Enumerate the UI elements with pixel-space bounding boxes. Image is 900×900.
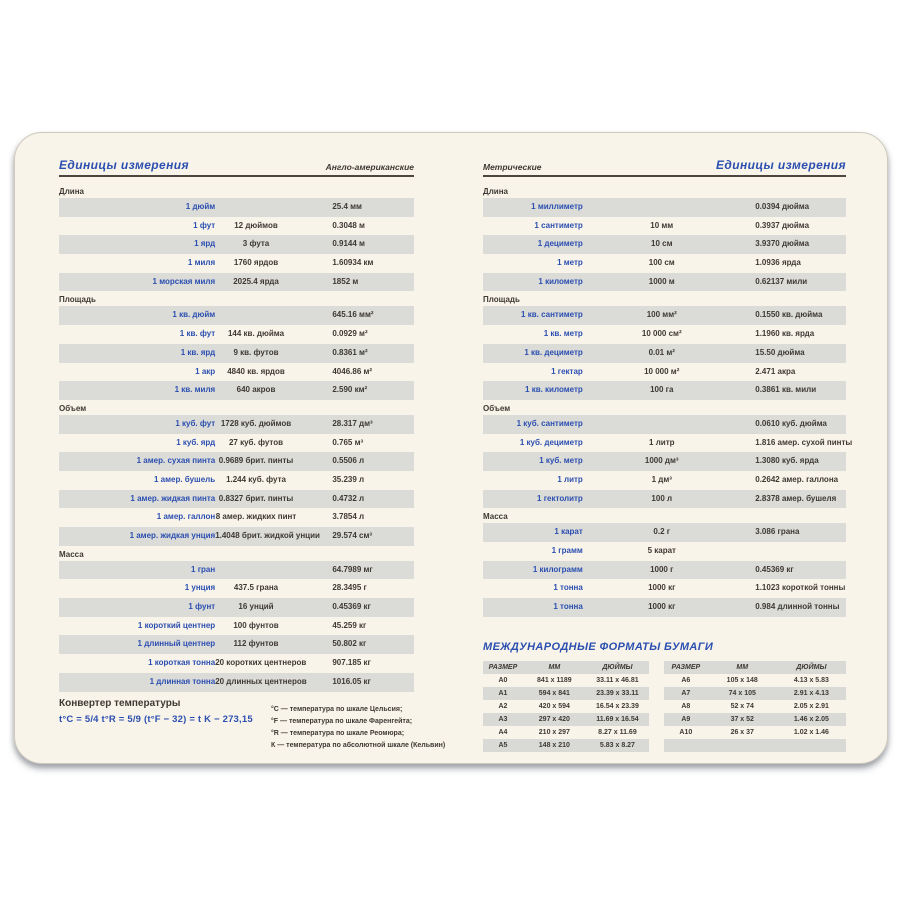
table-cell: 5 карат bbox=[647, 546, 676, 555]
paper-table-cell: 33.11 x 46.81 bbox=[596, 676, 639, 684]
table-cell: 0.1550 кв. дюйма bbox=[755, 310, 823, 320]
table-cell: 1000 г bbox=[650, 564, 674, 574]
section-mass-metric bbox=[483, 508, 846, 616]
table-row bbox=[59, 471, 414, 490]
paper-table-cell: 5.83 x 8.27 bbox=[599, 741, 635, 749]
legend-line: °C — температура по шкале Цельсия; bbox=[271, 705, 403, 713]
table-cell: 1.3080 куб. ярда bbox=[755, 456, 819, 466]
table-cell: 20 коротких центнеров bbox=[215, 658, 307, 668]
paper-table-cell: А7 bbox=[681, 689, 691, 697]
table-cell: 0.2642 амер. галлона bbox=[755, 474, 839, 484]
table-cell: 100 см bbox=[648, 258, 675, 268]
table-cell: 64.7989 мг bbox=[332, 564, 373, 574]
paper-table-cell: 11.69 x 16.54 bbox=[596, 715, 639, 723]
paper-table-cell: А8 bbox=[681, 702, 691, 710]
table-row bbox=[483, 363, 846, 382]
table-cell: 0.8327 брит. пинты bbox=[218, 493, 294, 503]
left-page-title: Единицы измерения bbox=[59, 158, 189, 172]
table-cell: 1 кв. дециметр bbox=[524, 347, 583, 357]
right-page-subtitle: Метрические bbox=[483, 162, 542, 172]
table-cell: 2.590 км² bbox=[332, 385, 368, 395]
paper-table-row bbox=[664, 726, 846, 739]
table-cell: 4840 кв. ярдов bbox=[227, 366, 285, 376]
table-cell: 10 000 м² bbox=[644, 366, 680, 376]
paper-table-row bbox=[664, 687, 846, 700]
table-cell: 28.317 дм³ bbox=[332, 418, 373, 428]
legend-line: °F — температура по шкале Фаренгейта; bbox=[271, 717, 413, 725]
table-cell: 1 ярд bbox=[194, 239, 216, 249]
table-row bbox=[59, 415, 414, 434]
paper-table-cell: 8.27 x 11.69 bbox=[598, 728, 637, 736]
conversion-table bbox=[483, 415, 853, 508]
paper-table-cell: 841 x 1189 bbox=[537, 676, 572, 684]
table-cell: 640 акров bbox=[236, 385, 276, 395]
table-row bbox=[483, 415, 846, 434]
table-cell: 1 тонна bbox=[553, 583, 583, 593]
table-row bbox=[483, 490, 846, 509]
table-cell: 0.8361 м² bbox=[332, 347, 368, 357]
paper-table-cell: 26 x 37 bbox=[730, 728, 754, 736]
table-row bbox=[59, 325, 414, 344]
table-row bbox=[59, 673, 414, 692]
table-cell: 1 амер. сухая пинта bbox=[136, 456, 216, 466]
table-cell: 15.50 дюйма bbox=[755, 347, 805, 357]
table-row bbox=[483, 217, 846, 236]
table-cell: 25.4 мм bbox=[332, 202, 362, 211]
table-cell: 0.45369 кг bbox=[332, 602, 371, 612]
table-cell: 1 фут bbox=[193, 220, 216, 230]
table-cell: 1 дм³ bbox=[651, 474, 672, 484]
table-row bbox=[483, 523, 846, 542]
left-page bbox=[59, 156, 446, 749]
table-row bbox=[483, 254, 846, 273]
table-cell: 1 тонна bbox=[553, 602, 583, 612]
table-cell: 0.2 г bbox=[653, 527, 671, 537]
table-cell: 0.01 м² bbox=[648, 347, 675, 357]
table-cell: 1 метр bbox=[557, 258, 583, 268]
paper-table-cell bbox=[664, 739, 708, 752]
notebook-spread bbox=[14, 132, 888, 764]
conversion-table bbox=[483, 523, 846, 616]
table-cell: 10 000 см² bbox=[641, 329, 682, 339]
table-cell: 645.16 мм² bbox=[332, 310, 374, 320]
table-cell: 1 километр bbox=[538, 276, 583, 286]
table-cell: 100 фунтов bbox=[233, 620, 279, 630]
table-cell: 1000 кг bbox=[648, 602, 676, 612]
table-cell: 1 миля bbox=[187, 258, 216, 268]
table-cell: 10 см bbox=[651, 239, 673, 249]
paper-table-cell: А10 bbox=[679, 728, 693, 736]
paper-table-cell: 37 x 52 bbox=[730, 715, 754, 723]
conversion-table bbox=[483, 198, 846, 291]
table-cell: 1000 м bbox=[648, 276, 675, 286]
table-cell: 100 мм² bbox=[646, 310, 677, 320]
table-cell: 1.60934 км bbox=[332, 258, 374, 268]
table-cell: 50.802 кг bbox=[332, 639, 367, 649]
paper-table-cell bbox=[777, 739, 846, 752]
section-area-metric bbox=[483, 291, 846, 399]
table-row bbox=[483, 598, 846, 617]
header-mm: ММ bbox=[548, 663, 561, 671]
section-label: Масса bbox=[59, 549, 84, 559]
table-cell: 1.0936 ярда bbox=[755, 258, 801, 268]
table-cell: 3 фута bbox=[242, 239, 270, 249]
table-row bbox=[59, 198, 414, 217]
table-cell: 1.1023 короткой тонны bbox=[755, 583, 846, 593]
paper-table-cell: А5 bbox=[498, 741, 508, 749]
paper-table-cell: 148 x 210 bbox=[538, 741, 570, 749]
paper-formats-tables bbox=[483, 661, 846, 752]
table-cell: 1 амер. бушель bbox=[153, 474, 216, 484]
table-cell: 2.471 акра bbox=[755, 366, 796, 376]
paper-table-cell: 594 x 841 bbox=[538, 689, 570, 697]
temperature-converter bbox=[59, 697, 446, 749]
paper-table-cell: А2 bbox=[498, 702, 508, 710]
paper-table-cell: 4.13 x 5.83 bbox=[793, 676, 829, 684]
section-length-metric bbox=[483, 183, 846, 291]
table-row bbox=[59, 579, 414, 598]
table-row bbox=[483, 381, 846, 400]
paper-table-cell: 2.91 x 4.13 bbox=[793, 689, 829, 697]
table-row bbox=[483, 471, 846, 490]
table-cell: 1 гектар bbox=[551, 366, 583, 376]
table-cell: 1.1960 кв. ярда bbox=[755, 329, 815, 339]
table-cell: 1 куб. фут bbox=[175, 418, 216, 428]
section-area-imperial bbox=[59, 291, 414, 399]
table-cell: 1 дециметр bbox=[537, 239, 583, 249]
table-row bbox=[59, 490, 414, 509]
table-cell: 100 л bbox=[651, 493, 673, 503]
table-cell: 1016.05 кг bbox=[332, 676, 371, 686]
table-cell: 0.984 длинной тонны bbox=[755, 602, 840, 612]
table-row bbox=[59, 598, 414, 617]
paper-table-cell: А9 bbox=[681, 715, 691, 723]
table-cell: 1 гран bbox=[191, 564, 216, 574]
table-cell: 1728 куб. дюймов bbox=[220, 418, 292, 428]
temperature-formula: t°C = 5/4 t°R = 5/9 (t°F − 32) = t K − 273,15 bbox=[59, 713, 253, 725]
paper-table-body bbox=[664, 674, 846, 752]
table-cell: 1 длинный центнер bbox=[137, 639, 216, 649]
right-page-header bbox=[483, 156, 846, 177]
left-page-header bbox=[59, 156, 414, 177]
table-cell: 2.8378 амер. бушеля bbox=[755, 493, 837, 503]
table-cell: 100 га bbox=[650, 385, 674, 395]
table-row bbox=[59, 381, 414, 400]
table-cell: 1 кв. миля bbox=[174, 385, 216, 395]
table-cell: 0.4732 л bbox=[332, 493, 365, 503]
table-cell: 1 амер. жидкая пинта bbox=[130, 493, 216, 503]
table-cell: 0.9144 м bbox=[332, 239, 365, 249]
paper-table-cell: А1 bbox=[498, 689, 508, 697]
table-cell: 144 кв. дюйма bbox=[227, 329, 285, 339]
legend-line: °R — температура по шкале Реомюра; bbox=[271, 729, 405, 737]
table-row bbox=[483, 452, 846, 471]
paper-table-cell: 105 x 148 bbox=[726, 676, 758, 684]
table-cell: 0.0394 дюйма bbox=[755, 202, 810, 211]
table-row bbox=[483, 306, 846, 325]
paper-table-cell: 210 x 297 bbox=[538, 728, 570, 736]
conversion-table bbox=[59, 561, 414, 692]
paper-table-cell: А3 bbox=[498, 715, 508, 723]
table-row bbox=[59, 434, 414, 453]
right-page bbox=[483, 156, 853, 752]
paper-table-row bbox=[483, 739, 649, 752]
header-size: РАЗМЕР bbox=[671, 663, 701, 671]
conversion-table bbox=[59, 306, 414, 399]
paper-table-cell: 1.46 x 2.05 bbox=[793, 715, 829, 723]
section-volume-imperial bbox=[59, 400, 414, 546]
table-cell: 10 мм bbox=[650, 220, 674, 230]
table-cell: 1 сантиметр bbox=[534, 220, 583, 230]
table-cell: 1 длинная тонна bbox=[149, 676, 216, 686]
table-cell: 12 дюймов bbox=[234, 220, 278, 230]
table-cell: 1 куб. сантиметр bbox=[516, 418, 583, 428]
table-row bbox=[59, 561, 414, 580]
paper-formats bbox=[483, 641, 846, 752]
conversion-table bbox=[483, 306, 846, 399]
table-cell: 1 кв. сантиметр bbox=[521, 310, 583, 320]
paper-table-cell: 2.05 x 2.91 bbox=[793, 702, 829, 710]
paper-table-header bbox=[664, 661, 846, 674]
table-cell: 1 куб. метр bbox=[539, 456, 583, 466]
table-cell: 1 морская миля bbox=[152, 276, 216, 286]
paper-table-body bbox=[483, 674, 649, 752]
table-row bbox=[59, 273, 414, 292]
paper-table-cell: А4 bbox=[498, 728, 508, 736]
table-cell: 29.574 см³ bbox=[332, 531, 373, 540]
table-cell: 0.765 м³ bbox=[332, 437, 364, 447]
conversion-table bbox=[59, 198, 414, 291]
section-label: Длина bbox=[59, 187, 84, 196]
table-cell: 9 кв. футов bbox=[233, 347, 279, 357]
table-cell: 1852 м bbox=[332, 276, 359, 286]
paper-table-row bbox=[664, 674, 846, 687]
table-row bbox=[483, 344, 846, 363]
header-size: РАЗМЕР bbox=[488, 663, 518, 671]
table-cell: 1 дюйм bbox=[185, 202, 216, 211]
table-row bbox=[59, 363, 414, 382]
table-row bbox=[59, 527, 414, 546]
paper-table-row bbox=[664, 739, 846, 752]
table-row bbox=[483, 235, 846, 254]
table-row bbox=[483, 198, 846, 217]
paper-formats-table-a0-a5 bbox=[483, 661, 649, 752]
table-cell: 1 кв. ярд bbox=[180, 347, 216, 357]
table-cell: 1 фунт bbox=[188, 602, 216, 612]
section-label: Длина bbox=[483, 187, 508, 196]
table-cell: 16 унций bbox=[238, 602, 274, 612]
table-cell: 1000 кг bbox=[648, 583, 676, 593]
paper-table-cell: 16.54 x 23.39 bbox=[596, 702, 639, 710]
section-label: Площадь bbox=[483, 295, 520, 305]
table-cell: 1 кв. метр bbox=[543, 329, 583, 339]
table-cell: 1 куб. ярд bbox=[176, 437, 216, 447]
table-cell: 35.239 л bbox=[332, 474, 365, 484]
table-cell: 0.0610 куб. дюйма bbox=[755, 418, 827, 428]
paper-table-cell: А6 bbox=[681, 676, 691, 684]
table-row bbox=[59, 344, 414, 363]
temperature-legend bbox=[271, 705, 446, 754]
table-cell: 1 карат bbox=[554, 527, 583, 537]
paper-formats-title: МЕЖДУНАРОДНЫЕ ФОРМАТЫ БУМАГИ bbox=[483, 640, 714, 653]
section-mass-imperial bbox=[59, 546, 414, 692]
table-cell: 0.5506 л bbox=[332, 456, 365, 466]
table-cell: 1 грамм bbox=[551, 546, 583, 555]
table-row bbox=[59, 452, 414, 471]
paper-table-cell: 74 x 105 bbox=[728, 689, 756, 697]
paper-table-header bbox=[483, 661, 649, 674]
table-row bbox=[483, 273, 846, 292]
paper-table-row bbox=[483, 726, 649, 739]
right-page-title: Единицы измерения bbox=[716, 158, 846, 172]
table-cell: 1 кв. дюйм bbox=[172, 310, 216, 320]
table-cell: 1 литр bbox=[649, 437, 675, 447]
section-label: Площадь bbox=[59, 295, 96, 305]
table-cell: 1760 ярдов bbox=[233, 258, 279, 268]
table-cell: 4046.86 м² bbox=[332, 366, 373, 376]
table-cell: 1.244 куб. фута bbox=[226, 474, 286, 484]
table-cell: 0.3861 кв. мили bbox=[755, 385, 817, 395]
paper-table-row bbox=[483, 674, 649, 687]
legend-line: К — температура по абсолютной шкале (Кельвин) bbox=[271, 741, 446, 749]
table-cell: 1 литр bbox=[557, 474, 583, 484]
table-row bbox=[59, 217, 414, 236]
table-cell: 437.5 грана bbox=[233, 583, 279, 593]
section-length-imperial bbox=[59, 183, 414, 291]
table-cell: 0.3048 м bbox=[332, 220, 365, 230]
table-row bbox=[483, 561, 846, 580]
table-cell: 0.45369 кг bbox=[755, 564, 794, 574]
section-label: Масса bbox=[483, 512, 508, 522]
paper-table-cell bbox=[708, 739, 777, 752]
table-cell: 0.0929 м² bbox=[332, 329, 368, 339]
section-volume-metric bbox=[483, 400, 853, 508]
table-cell: 1 амер. жидкая унция bbox=[129, 531, 216, 540]
table-cell: 1 кв. фут bbox=[179, 329, 216, 339]
header-inches: ДЮЙМЫ bbox=[602, 663, 633, 671]
table-cell: 0.62137 мили bbox=[755, 276, 808, 286]
table-cell: 1 куб. дециметр bbox=[519, 437, 583, 447]
table-cell: 3.7854 л bbox=[332, 512, 365, 522]
table-cell: 1 миллиметр bbox=[531, 202, 583, 211]
table-cell: 1 короткий центнер bbox=[137, 620, 216, 630]
table-cell: 28.3495 г bbox=[332, 583, 367, 593]
table-cell: 1 килограмм bbox=[532, 564, 583, 574]
header-inches: ДЮЙМЫ bbox=[796, 663, 827, 671]
table-cell: 907.185 кг bbox=[332, 658, 371, 668]
table-cell: 1.4048 брит. жидкой унции bbox=[215, 531, 320, 540]
table-cell: 3.086 грана bbox=[755, 527, 800, 537]
paper-table-cell: А0 bbox=[498, 676, 508, 684]
table-row bbox=[59, 635, 414, 654]
conversion-table bbox=[59, 415, 414, 546]
table-cell: 1 унция bbox=[184, 583, 216, 593]
table-row bbox=[483, 325, 846, 344]
table-row bbox=[59, 235, 414, 254]
table-row bbox=[483, 542, 846, 561]
paper-table-row bbox=[483, 700, 649, 713]
table-cell: 112 фунтов bbox=[233, 639, 279, 649]
table-cell: 3.9370 дюйма bbox=[755, 239, 810, 249]
table-row bbox=[59, 306, 414, 325]
table-cell: 1 амер. галлон bbox=[156, 512, 216, 522]
temperature-converter-title: Конвертер температуры bbox=[59, 697, 181, 709]
paper-table-cell: 297 x 420 bbox=[538, 715, 570, 723]
section-label: Объем bbox=[59, 403, 87, 413]
table-row bbox=[59, 508, 414, 527]
paper-table-row bbox=[483, 687, 649, 700]
table-cell: 1 акр bbox=[195, 366, 216, 376]
table-cell: 0.9689 брит. пинты bbox=[218, 456, 294, 466]
paper-table-row bbox=[664, 713, 846, 726]
paper-table-cell: 52 x 74 bbox=[730, 702, 754, 710]
table-cell: 1.816 амер. сухой пинты bbox=[755, 437, 853, 447]
paper-table-row bbox=[483, 713, 649, 726]
table-cell: 1 кв. километр bbox=[525, 385, 583, 395]
table-row bbox=[59, 617, 414, 636]
paper-table-row bbox=[664, 700, 846, 713]
table-cell: 1 гектолитр bbox=[537, 493, 583, 503]
header-mm: ММ bbox=[736, 663, 749, 671]
table-cell: 27 куб. футов bbox=[228, 437, 284, 447]
table-cell: 2025.4 ярда bbox=[233, 276, 279, 286]
table-cell: 1000 дм³ bbox=[644, 456, 679, 466]
table-cell: 20 длинных центнеров bbox=[215, 676, 307, 686]
table-cell: 8 амер. жидких пинт bbox=[215, 512, 297, 522]
paper-formats-table-a6-a10 bbox=[664, 661, 846, 752]
paper-table-cell: 23.39 x 33.11 bbox=[596, 689, 639, 697]
table-row bbox=[483, 434, 853, 453]
table-row bbox=[59, 654, 414, 673]
table-row bbox=[483, 579, 846, 598]
table-cell: 0.3937 дюйма bbox=[755, 220, 810, 230]
section-label: Объем bbox=[483, 403, 511, 413]
left-page-subtitle: Англо-американские bbox=[325, 162, 414, 172]
table-cell: 1 короткая тонна bbox=[148, 658, 216, 668]
table-cell: 45.259 кг bbox=[332, 620, 367, 630]
paper-table-cell: 420 x 594 bbox=[538, 702, 570, 710]
table-row bbox=[59, 254, 414, 273]
paper-table-cell: 1.02 x 1.46 bbox=[793, 728, 829, 736]
